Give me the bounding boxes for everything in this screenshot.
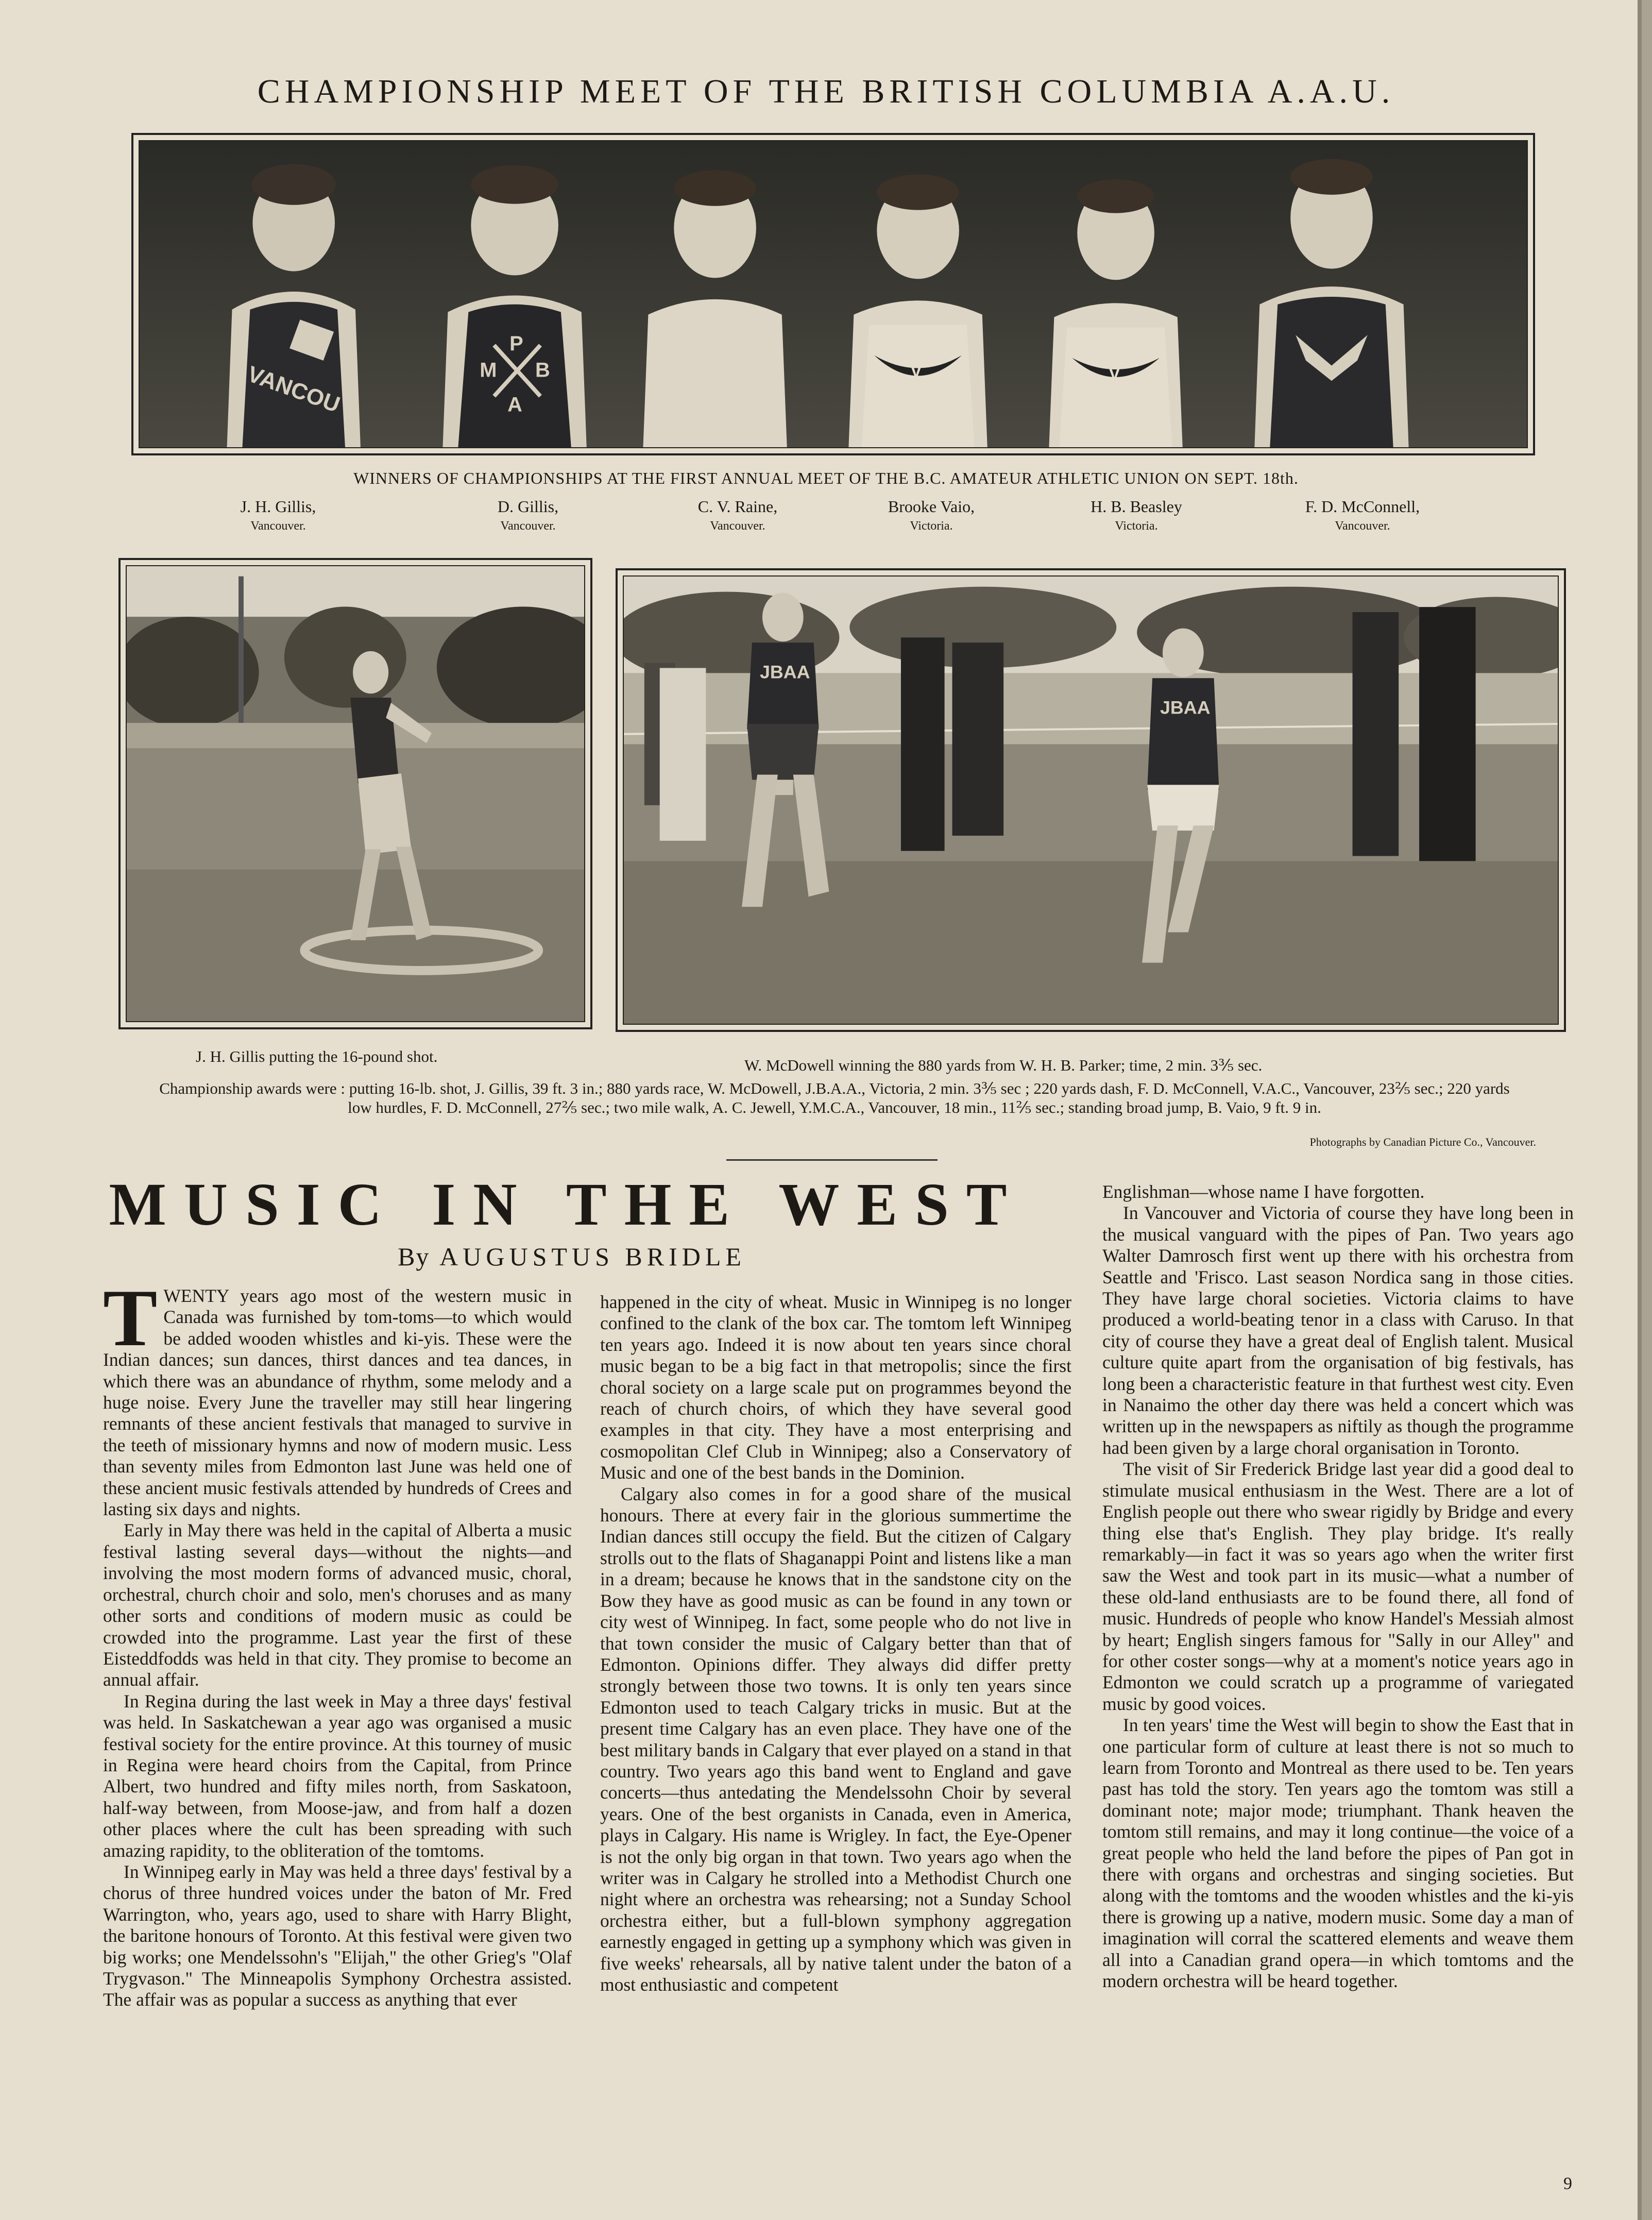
jersey-label: P: [509, 332, 523, 355]
article-paragraph: In Regina during the last week in May a three days' festival was held. In Saskatchewan a year ago was organised a music festival society for the entire province. At this tourney of music in Regina were heard choirs from the Capital, from Prince Albert, two hundred and fifty miles north, from Saskatoon, half-way between, from Moose-jaw, and from half a dozen other places where the cult has been spreading with such amazing rapidity, to the obliteration of the tomtoms.: [103, 1690, 572, 1861]
winner-entry: [629, 497, 846, 533]
page-title: CHAMPIONSHIP MEET OF THE BRITISH COLUMBIA A.A.U.: [257, 73, 1395, 110]
article-paragraph: happened in the city of wheat. Music in Winnipeg is no longer confined to the clank of the box car. The tomtom left Winnipeg ten years ago. Indeed it is now about ten years since choral music began to be a big fact in that metropolis; since the first choral society on a large scale put on programmes beyond the reach of church choirs, of which they have several good examples in that city. They have a most enterprising and cosmopolitan Clef Club in Winnipeg; also a Conservatory of Music and one of the best bands in the Dominion.: [600, 1292, 1071, 1483]
article-paragraph: TWENTY years ago most of the western music in Canada was furnished by tom-toms—to which would be added wooden whistles and ki-yis. These were the Indian dances; sun dances, thirst dances and tea dances, in which there was an abundance of rhythm, some melody and a huge noise. Every June the traveller may still hear lingering remnants of these ancient festivals that managed to survive in the teeth of missionary hymns and now of modern music. Less than seventy miles from Edmonton last June was held one of these ancient music festivals attended by hundreds of Crees and lasting six days and nights.: [103, 1273, 572, 1520]
jersey-label: VANCOU: [244, 361, 344, 418]
article-column-2: [600, 1292, 1071, 1995]
winner-name: H. B. Beasley: [1091, 497, 1182, 516]
jersey-label: JBAA: [759, 662, 810, 683]
winner-entry: [1254, 497, 1471, 533]
winner-city: Vancouver.: [1335, 519, 1390, 533]
winner-name: Brooke Vaio,: [888, 497, 975, 516]
page-number: 9: [1563, 2174, 1572, 2193]
jersey-label: M: [480, 359, 497, 382]
jersey-label: B: [535, 359, 550, 382]
winners-caption: WINNERS OF CHAMPIONSHIPS AT THE FIRST ANNUAL MEET OF THE B.C. AMATEUR ATHLETIC UNION ON SEPT. 18th.: [353, 469, 1299, 487]
race-caption: W. McDowell winning the 880 yards from W. H. B. Parker; time, 2 min. 3⅗ sec.: [744, 1056, 1263, 1074]
winner-city: Vancouver.: [500, 519, 556, 533]
article-column-3: [1102, 1181, 1574, 1992]
article-paragraph: Calgary also comes in for a good share of the musical honours. There at every fair in the glorious summertime the Indian dances still occupy the field. But the citizen of Calgary strolls out to the flats of Shaganappi Point and listens like a man in a dream; because he knows that in the sandstone city on the Bow they have as good music as can be found in any town or city west of Winnipeg. In fact, some people who do not live in that town consider the music of Calgary better than that of Edmonton. Opinions differ. They always did differ pretty strongly between those two towns. It is only ten years since Edmonton used to teach Calgary tricks in music. But at the present time Calgary has an even place. They have one of the best military bands in Calgary that ever played on a stand in that country. Two years ago this band went to England and gave concerts—thus antedating the Mendelssohn Choir by several years. One of the best organists in Canada, even in America, plays in Calgary. His name is Wrigley. In fact, the Eye-Opener is not the only big organ in that town. Two years ago when the writer was in Calgary he strolled into a Methodist Church one night where an orchestra was rehearsing; not a Sunday School orchestra either, but a full-blown symphony aggregation earnestly engaged in getting up a symphony which was given in five weeks' rehearsals, all by native talent under the baton of a most enthusiastic and competent: [600, 1483, 1071, 1995]
article-paragraph: Englishman—whose name I have forgotten.: [1102, 1181, 1425, 1202]
jersey-label: V: [910, 361, 922, 381]
article-paragraph: The visit of Sir Frederick Bridge last year did a good deal to stimulate musical enthusiasm in the West. There are a lot of English people out there who swear rigidly by Bridge and every thing else that's English. They play bridge. It's really remarkably—in fact it was so years ago when the writer first saw the West and took part in its music—what a number of these old-land enthusiasts are to be found there, all fond of music. Hundreds of people who know Handel's Messiah almost by heart; English singers famous for "Sally in our Alley" and for other coster songs—why at a moment's notice years ago in Edmonton we could scratch up a programme of variegated music by good voices.: [1102, 1459, 1574, 1714]
article-paragraph: In ten years' time the West will begin to show the East that in one particular form of culture at least there is not so much to learn from Toronto and Montreal as there used to be. Ten years past has told the story. Ten years ago the tomtom was still a dominant note; major mode; triumphant. Thank heaven the tomtom still remains, and may it long continue—the voice of a great people who held the land before the pipes of Pan got in there with organs and orchestras and singing societies. But along with the tomtoms and the wooden whistles and the ki-yis there is growing up a native, modern music. Some day a man of imagination will corral the scattered elements and weave them all into a Canadian grand opera—in which tomtoms and the modern orchestra will be heard together.: [1102, 1715, 1574, 1992]
shot-put-photo: [118, 558, 592, 1029]
winners-photo-image: [140, 141, 1527, 447]
page-edge: [1642, 0, 1652, 2220]
winner-entry: [420, 497, 636, 533]
winners-photo: [131, 133, 1535, 455]
jersey-label: A: [507, 393, 522, 416]
shot-put-caption: J. H. Gillis putting the 16-pound shot.: [196, 1047, 438, 1065]
article-paragraph: Early in May there was held in the capital of Alberta a music festival lasting several days—without the nights—and involving the most modern forms of advanced music, choral, orchestral, church choir and solo, men's choruses and as many other sorts and conditions of modern music as could be crowded into the programme. Last year the first of these Eisteddfodds was held in that city. They promise to become an annual affair.: [103, 1520, 572, 1690]
photo-credit: Photographs by Canadian Picture Co., Vancouver.: [1309, 1136, 1536, 1148]
winner-city: Victoria.: [910, 519, 953, 533]
drop-cap: T: [103, 1273, 158, 1363]
race-photo: [616, 568, 1566, 1032]
article-paragraph: In Vancouver and Victoria of course they have long been in the musical vanguard with the pipes of Pan. Two years ago Walter Damrosch first went up there with his orchestra from Seattle and 'Frisco. Last season Nordica sang in those cities. They have large choral societies. Victoria claims to have produced a world-beating tenor in a class with Caruso. In that city of course they have a great deal of English talent. Musical culture quite apart from the organisation of big festivals, has long been a characteristic feature in that furthest west city. Even in Nanaimo the other day there was held a concert which was written up in the newspapers as niftily as though the programme had been given by a large choral organisation in Toronto.: [1102, 1202, 1574, 1458]
jersey-label: V: [1109, 364, 1120, 384]
winner-name: J. H. Gillis,: [240, 497, 316, 516]
winner-name: C. V. Raine,: [697, 497, 778, 516]
championship-awards: Championship awards were : putting 16-lb. shot, J. Gillis, 39 ft. 3 in.; 880 yards race, W. McDowell, J.B.A.A., Victoria, 2 min. 3⅗ sec ; 220 yards dash, F. D. McConnell, V.A.C., Vancouver, 23⅖ sec.; 220 yards low hurdles, F. D. McConnell, 27⅖ sec.; two mile walk, A. C. Jewell, Y.M.C.A., Vancouver, 18 min., 11⅖ sec.; standing broad jump, B. Vaio, 9 ft. 9 in.: [159, 1079, 1510, 1116]
article-title: MUSIC IN THE WEST: [109, 1171, 1025, 1238]
winner-name: D. Gillis,: [497, 497, 559, 516]
article-byline: [288, 1242, 855, 1272]
winner-city: Victoria.: [1115, 519, 1158, 533]
divider-rule: [726, 1159, 938, 1161]
jersey-label: JBAA: [1160, 697, 1211, 718]
byline-author: AUGUSTUS BRIDLE: [439, 1242, 746, 1271]
winner-entry: [1028, 497, 1245, 533]
page-gutter-shadow: [1638, 0, 1642, 2220]
winner-entry: [170, 497, 386, 533]
winner-entry: [823, 497, 1040, 533]
shot-put-photo-image: [127, 566, 584, 1021]
winner-name: F. D. McConnell,: [1305, 497, 1420, 516]
winner-city: Vancouver.: [250, 519, 306, 533]
winner-city: Vancouver.: [710, 519, 765, 533]
article-column-1: [103, 1273, 572, 2011]
race-photo-image: [624, 577, 1558, 1024]
byline-by: By: [398, 1242, 430, 1271]
article-paragraph: In Winnipeg early in May was held a three days' festival by a chorus of three hundred voices under the baton of Mr. Fred Warrington, who, years ago, used to share with Harry Blight, the baritone honours of Toronto. At this festival were given two big works; one Mendelssohn's "Elijah," the other Grieg's "Olaf Trygvason." The Minneapolis Symphony Orchestra assisted. The affair was as popular a success as anything that ever: [103, 1861, 572, 2010]
